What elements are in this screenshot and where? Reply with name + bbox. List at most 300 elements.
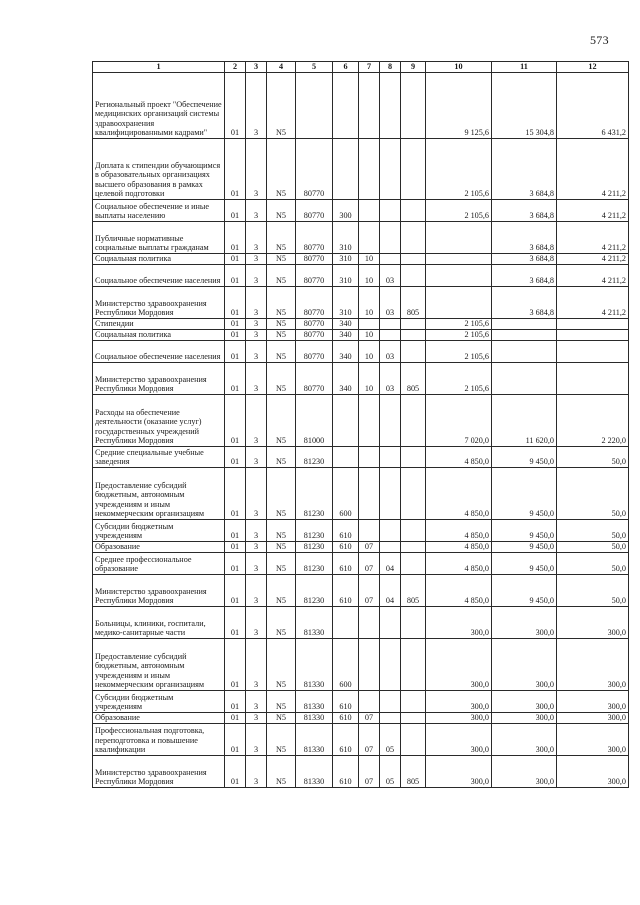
cell-article-name: Региональный проект "Обеспечение медицинских организаций системы здравоохранения квалифицированными кадрами" <box>93 73 225 139</box>
cell-amount-12: 50,0 <box>557 520 629 542</box>
cell-code-6: 340 <box>333 341 359 363</box>
cell-article-name: Социальное обеспечение населения <box>93 341 225 363</box>
cell-code-5: 81330 <box>296 713 333 724</box>
cell-code-2: 01 <box>225 607 246 639</box>
cell-code-4: N5 <box>267 254 296 265</box>
cell-code-7: 07 <box>359 542 380 553</box>
cell-code-9: 805 <box>401 287 426 319</box>
cell-code-6: 610 <box>333 724 359 756</box>
cell-code-7 <box>359 691 380 713</box>
cell-article-name: Средние специальные учебные заведения <box>93 447 225 468</box>
cell-code-4: N5 <box>267 363 296 395</box>
cell-code-7 <box>359 222 380 254</box>
cell-code-9 <box>401 139 426 200</box>
cell-code-8: 03 <box>380 265 401 287</box>
cell-code-6: 600 <box>333 468 359 520</box>
cell-code-8: 03 <box>380 287 401 319</box>
cell-code-5: 81230 <box>296 575 333 607</box>
cell-code-8 <box>380 200 401 222</box>
cell-code-3: 3 <box>246 713 267 724</box>
table-row <box>93 724 629 756</box>
cell-code-3: 3 <box>246 691 267 713</box>
cell-code-2: 01 <box>225 254 246 265</box>
cell-amount-11: 300,0 <box>492 607 557 639</box>
cell-code-3: 3 <box>246 319 267 330</box>
cell-code-3: 3 <box>246 139 267 200</box>
cell-code-6: 610 <box>333 542 359 553</box>
cell-code-2: 01 <box>225 756 246 788</box>
cell-code-3: 3 <box>246 607 267 639</box>
cell-code-5: 80770 <box>296 222 333 254</box>
cell-code-7: 07 <box>359 756 380 788</box>
cell-code-2: 01 <box>225 468 246 520</box>
cell-code-7: 07 <box>359 575 380 607</box>
cell-article-name: Публичные нормативные социальные выплаты гражданам <box>93 222 225 254</box>
cell-code-6 <box>333 607 359 639</box>
cell-code-2: 01 <box>225 200 246 222</box>
cell-code-8 <box>380 395 401 447</box>
cell-amount-10: 4 850,0 <box>426 468 492 520</box>
cell-amount-10: 2 105,6 <box>426 341 492 363</box>
cell-code-6: 310 <box>333 254 359 265</box>
cell-code-6: 340 <box>333 319 359 330</box>
cell-amount-10: 2 105,6 <box>426 139 492 200</box>
column-header: 7 <box>359 62 380 73</box>
cell-code-2: 01 <box>225 542 246 553</box>
column-header: 10 <box>426 62 492 73</box>
cell-amount-11 <box>492 319 557 330</box>
cell-code-5: 80770 <box>296 265 333 287</box>
cell-code-3: 3 <box>246 468 267 520</box>
cell-code-9 <box>401 254 426 265</box>
cell-code-4: N5 <box>267 139 296 200</box>
cell-amount-12 <box>557 330 629 341</box>
cell-code-3: 3 <box>246 447 267 468</box>
cell-amount-10: 2 105,6 <box>426 363 492 395</box>
cell-code-2: 01 <box>225 713 246 724</box>
cell-amount-11: 300,0 <box>492 724 557 756</box>
cell-code-2: 01 <box>225 319 246 330</box>
cell-amount-11: 300,0 <box>492 691 557 713</box>
cell-code-7 <box>359 395 380 447</box>
cell-code-7 <box>359 607 380 639</box>
cell-code-7 <box>359 447 380 468</box>
cell-article-name: Образование <box>93 713 225 724</box>
cell-code-5: 81000 <box>296 395 333 447</box>
cell-code-6: 340 <box>333 330 359 341</box>
cell-amount-12: 50,0 <box>557 468 629 520</box>
cell-code-9 <box>401 520 426 542</box>
cell-code-8 <box>380 468 401 520</box>
cell-code-9 <box>401 713 426 724</box>
cell-code-7 <box>359 319 380 330</box>
cell-amount-10: 9 125,6 <box>426 73 492 139</box>
table-row <box>93 139 629 200</box>
column-header: 8 <box>380 62 401 73</box>
cell-code-6 <box>333 139 359 200</box>
cell-code-4: N5 <box>267 287 296 319</box>
cell-code-4: N5 <box>267 447 296 468</box>
cell-amount-10 <box>426 222 492 254</box>
cell-code-5: 81330 <box>296 639 333 691</box>
cell-code-4: N5 <box>267 200 296 222</box>
cell-amount-12: 4 211,2 <box>557 265 629 287</box>
table-row <box>93 553 629 575</box>
cell-article-name: Министерство здравоохранения Республики Мордовия <box>93 363 225 395</box>
cell-article-name: Социальное обеспечение населения <box>93 265 225 287</box>
cell-code-7: 07 <box>359 553 380 575</box>
cell-code-2: 01 <box>225 265 246 287</box>
cell-code-4: N5 <box>267 520 296 542</box>
cell-amount-12: 50,0 <box>557 542 629 553</box>
cell-amount-11: 300,0 <box>492 639 557 691</box>
cell-code-2: 01 <box>225 575 246 607</box>
cell-code-8 <box>380 713 401 724</box>
cell-code-4: N5 <box>267 73 296 139</box>
cell-code-9 <box>401 265 426 287</box>
cell-code-3: 3 <box>246 553 267 575</box>
cell-amount-12: 4 211,2 <box>557 254 629 265</box>
cell-code-7: 10 <box>359 363 380 395</box>
cell-code-2: 01 <box>225 553 246 575</box>
cell-amount-10: 300,0 <box>426 607 492 639</box>
cell-code-9 <box>401 395 426 447</box>
cell-code-3: 3 <box>246 287 267 319</box>
table-row <box>93 713 629 724</box>
cell-code-8 <box>380 520 401 542</box>
cell-code-9: 805 <box>401 363 426 395</box>
cell-amount-10 <box>426 265 492 287</box>
table-row <box>93 395 629 447</box>
cell-code-5: 81330 <box>296 724 333 756</box>
cell-amount-10: 4 850,0 <box>426 542 492 553</box>
cell-code-4: N5 <box>267 468 296 520</box>
cell-code-7 <box>359 200 380 222</box>
cell-code-2: 01 <box>225 363 246 395</box>
cell-code-2: 01 <box>225 691 246 713</box>
cell-code-6: 610 <box>333 691 359 713</box>
cell-code-7: 10 <box>359 341 380 363</box>
cell-code-5: 80770 <box>296 200 333 222</box>
cell-code-4: N5 <box>267 330 296 341</box>
cell-code-5: 81230 <box>296 542 333 553</box>
table-row <box>93 691 629 713</box>
cell-code-5: 81230 <box>296 520 333 542</box>
cell-code-5: 80770 <box>296 139 333 200</box>
cell-code-9 <box>401 319 426 330</box>
cell-code-6: 600 <box>333 639 359 691</box>
cell-amount-12 <box>557 319 629 330</box>
cell-code-2: 01 <box>225 139 246 200</box>
table-row <box>93 200 629 222</box>
cell-code-9 <box>401 447 426 468</box>
cell-amount-11: 3 684,8 <box>492 265 557 287</box>
cell-code-9 <box>401 73 426 139</box>
cell-code-9 <box>401 542 426 553</box>
cell-amount-11: 3 684,8 <box>492 139 557 200</box>
cell-code-6: 310 <box>333 265 359 287</box>
cell-code-7 <box>359 468 380 520</box>
cell-code-4: N5 <box>267 341 296 363</box>
cell-code-9 <box>401 553 426 575</box>
cell-amount-12: 300,0 <box>557 691 629 713</box>
table-body <box>93 73 629 788</box>
cell-amount-12: 4 211,2 <box>557 139 629 200</box>
column-header: 2 <box>225 62 246 73</box>
table-row <box>93 341 629 363</box>
cell-code-2: 01 <box>225 73 246 139</box>
cell-amount-11 <box>492 341 557 363</box>
cell-code-9 <box>401 341 426 363</box>
cell-amount-11: 9 450,0 <box>492 553 557 575</box>
cell-code-5: 81230 <box>296 468 333 520</box>
cell-article-name: Предоставление субсидий бюджетным, автономным учреждениям и иным некоммерческим организациям <box>93 468 225 520</box>
column-header: 6 <box>333 62 359 73</box>
cell-code-3: 3 <box>246 756 267 788</box>
cell-code-3: 3 <box>246 520 267 542</box>
cell-code-5: 80770 <box>296 341 333 363</box>
cell-amount-12: 2 220,0 <box>557 395 629 447</box>
cell-code-7: 10 <box>359 287 380 319</box>
cell-article-name: Доплата к стипендии обучающимся в образовательных организациях высшего образования в рамках целевой подготовки <box>93 139 225 200</box>
cell-code-3: 3 <box>246 254 267 265</box>
cell-amount-10: 300,0 <box>426 724 492 756</box>
cell-code-4: N5 <box>267 724 296 756</box>
cell-code-9 <box>401 330 426 341</box>
column-header: 1 <box>93 62 225 73</box>
cell-amount-12: 300,0 <box>557 724 629 756</box>
cell-amount-10: 2 105,6 <box>426 330 492 341</box>
cell-code-6 <box>333 73 359 139</box>
cell-code-4: N5 <box>267 553 296 575</box>
cell-code-4: N5 <box>267 319 296 330</box>
cell-code-3: 3 <box>246 73 267 139</box>
cell-amount-10: 300,0 <box>426 756 492 788</box>
column-header: 4 <box>267 62 296 73</box>
table-row <box>93 73 629 139</box>
cell-code-8 <box>380 73 401 139</box>
cell-code-2: 01 <box>225 639 246 691</box>
table-row <box>93 756 629 788</box>
cell-code-9 <box>401 468 426 520</box>
cell-code-5: 80770 <box>296 287 333 319</box>
cell-amount-10: 300,0 <box>426 713 492 724</box>
cell-code-4: N5 <box>267 265 296 287</box>
cell-code-7 <box>359 639 380 691</box>
cell-code-5: 80770 <box>296 254 333 265</box>
cell-article-name: Социальная политика <box>93 254 225 265</box>
cell-amount-10: 300,0 <box>426 691 492 713</box>
cell-code-8: 04 <box>380 575 401 607</box>
cell-code-8 <box>380 330 401 341</box>
cell-code-3: 3 <box>246 200 267 222</box>
cell-amount-10: 4 850,0 <box>426 575 492 607</box>
cell-code-8 <box>380 607 401 639</box>
cell-amount-10: 4 850,0 <box>426 520 492 542</box>
cell-code-4: N5 <box>267 542 296 553</box>
cell-code-3: 3 <box>246 639 267 691</box>
cell-amount-12 <box>557 341 629 363</box>
cell-code-7: 10 <box>359 330 380 341</box>
cell-amount-10 <box>426 254 492 265</box>
cell-code-7 <box>359 520 380 542</box>
cell-article-name: Расходы на обеспечение деятельности (оказание услуг) государственных учреждений Республики Мордовия <box>93 395 225 447</box>
cell-code-3: 3 <box>246 395 267 447</box>
cell-amount-12: 300,0 <box>557 607 629 639</box>
cell-code-9 <box>401 607 426 639</box>
cell-code-6: 610 <box>333 756 359 788</box>
table-row <box>93 319 629 330</box>
cell-code-3: 3 <box>246 363 267 395</box>
cell-code-3: 3 <box>246 265 267 287</box>
cell-article-name: Больницы, клиники, госпитали, медико-санитарные части <box>93 607 225 639</box>
table-row <box>93 254 629 265</box>
cell-amount-11: 9 450,0 <box>492 468 557 520</box>
cell-code-6: 310 <box>333 287 359 319</box>
cell-code-4: N5 <box>267 713 296 724</box>
cell-amount-11: 15 304,8 <box>492 73 557 139</box>
cell-amount-12: 4 211,2 <box>557 222 629 254</box>
cell-amount-11: 9 450,0 <box>492 575 557 607</box>
column-header: 12 <box>557 62 629 73</box>
column-header: 3 <box>246 62 267 73</box>
cell-amount-11: 3 684,8 <box>492 200 557 222</box>
cell-code-8 <box>380 319 401 330</box>
cell-code-5: 80770 <box>296 330 333 341</box>
cell-code-8: 03 <box>380 341 401 363</box>
cell-amount-11 <box>492 330 557 341</box>
cell-code-6: 610 <box>333 520 359 542</box>
cell-code-2: 01 <box>225 341 246 363</box>
cell-code-4: N5 <box>267 639 296 691</box>
table-row <box>93 607 629 639</box>
cell-code-8: 04 <box>380 553 401 575</box>
cell-code-9 <box>401 724 426 756</box>
cell-amount-10: 300,0 <box>426 639 492 691</box>
cell-article-name: Предоставление субсидий бюджетным, автономным учреждениям и иным некоммерческим организациям <box>93 639 225 691</box>
cell-amount-11: 3 684,8 <box>492 254 557 265</box>
cell-code-8 <box>380 691 401 713</box>
cell-amount-12: 50,0 <box>557 575 629 607</box>
cell-article-name: Министерство здравоохранения Республики Мордовия <box>93 575 225 607</box>
cell-article-name: Субсидии бюджетным учреждениям <box>93 520 225 542</box>
cell-code-6: 310 <box>333 222 359 254</box>
cell-amount-10: 7 020,0 <box>426 395 492 447</box>
cell-amount-10 <box>426 287 492 319</box>
cell-amount-10: 2 105,6 <box>426 319 492 330</box>
table-row <box>93 639 629 691</box>
cell-code-5 <box>296 73 333 139</box>
cell-article-name: Социальная политика <box>93 330 225 341</box>
cell-code-5: 81230 <box>296 553 333 575</box>
cell-amount-12: 300,0 <box>557 639 629 691</box>
cell-code-2: 01 <box>225 222 246 254</box>
column-header: 5 <box>296 62 333 73</box>
cell-code-8 <box>380 639 401 691</box>
table-row <box>93 363 629 395</box>
cell-code-9: 805 <box>401 756 426 788</box>
cell-amount-12: 4 211,2 <box>557 287 629 319</box>
cell-code-5: 80770 <box>296 363 333 395</box>
cell-code-7: 07 <box>359 713 380 724</box>
cell-code-3: 3 <box>246 724 267 756</box>
cell-amount-10: 2 105,6 <box>426 200 492 222</box>
cell-code-6: 300 <box>333 200 359 222</box>
cell-code-4: N5 <box>267 395 296 447</box>
cell-amount-11: 300,0 <box>492 713 557 724</box>
cell-code-7 <box>359 73 380 139</box>
table-row <box>93 468 629 520</box>
cell-article-name: Образование <box>93 542 225 553</box>
cell-code-3: 3 <box>246 575 267 607</box>
cell-code-3: 3 <box>246 222 267 254</box>
table-row <box>93 542 629 553</box>
cell-code-7: 10 <box>359 265 380 287</box>
cell-code-7 <box>359 139 380 200</box>
cell-code-4: N5 <box>267 607 296 639</box>
cell-code-5: 80770 <box>296 319 333 330</box>
cell-code-2: 01 <box>225 520 246 542</box>
column-header: 11 <box>492 62 557 73</box>
cell-amount-12 <box>557 363 629 395</box>
cell-code-8: 03 <box>380 363 401 395</box>
cell-code-6 <box>333 395 359 447</box>
cell-code-5: 81330 <box>296 691 333 713</box>
cell-code-6: 610 <box>333 713 359 724</box>
table-row <box>93 575 629 607</box>
cell-code-6 <box>333 447 359 468</box>
cell-amount-11: 3 684,8 <box>492 222 557 254</box>
cell-article-name: Субсидии бюджетным учреждениям <box>93 691 225 713</box>
cell-article-name: Министерство здравоохранения Республики Мордовия <box>93 287 225 319</box>
cell-code-7: 10 <box>359 254 380 265</box>
cell-code-9 <box>401 691 426 713</box>
cell-amount-10: 4 850,0 <box>426 447 492 468</box>
cell-code-5: 81330 <box>296 756 333 788</box>
table-row <box>93 287 629 319</box>
table-row <box>93 265 629 287</box>
cell-code-2: 01 <box>225 447 246 468</box>
cell-code-3: 3 <box>246 542 267 553</box>
budget-table <box>92 61 629 788</box>
column-header: 9 <box>401 62 426 73</box>
cell-code-5: 81330 <box>296 607 333 639</box>
cell-amount-12: 6 431,2 <box>557 73 629 139</box>
cell-code-4: N5 <box>267 691 296 713</box>
cell-code-8: 05 <box>380 756 401 788</box>
table-row <box>93 222 629 254</box>
header-row <box>93 62 629 73</box>
cell-amount-11: 300,0 <box>492 756 557 788</box>
table-row <box>93 447 629 468</box>
cell-code-4: N5 <box>267 222 296 254</box>
cell-code-4: N5 <box>267 756 296 788</box>
cell-code-9: 805 <box>401 575 426 607</box>
cell-amount-11: 9 450,0 <box>492 447 557 468</box>
cell-code-6: 610 <box>333 575 359 607</box>
cell-code-9 <box>401 200 426 222</box>
cell-code-8 <box>380 139 401 200</box>
cell-code-4: N5 <box>267 575 296 607</box>
cell-code-2: 01 <box>225 395 246 447</box>
cell-amount-12: 50,0 <box>557 553 629 575</box>
cell-code-9 <box>401 639 426 691</box>
cell-amount-12: 300,0 <box>557 713 629 724</box>
cell-code-2: 01 <box>225 724 246 756</box>
cell-code-6: 340 <box>333 363 359 395</box>
page-number: 573 <box>590 33 609 47</box>
cell-code-6: 610 <box>333 553 359 575</box>
